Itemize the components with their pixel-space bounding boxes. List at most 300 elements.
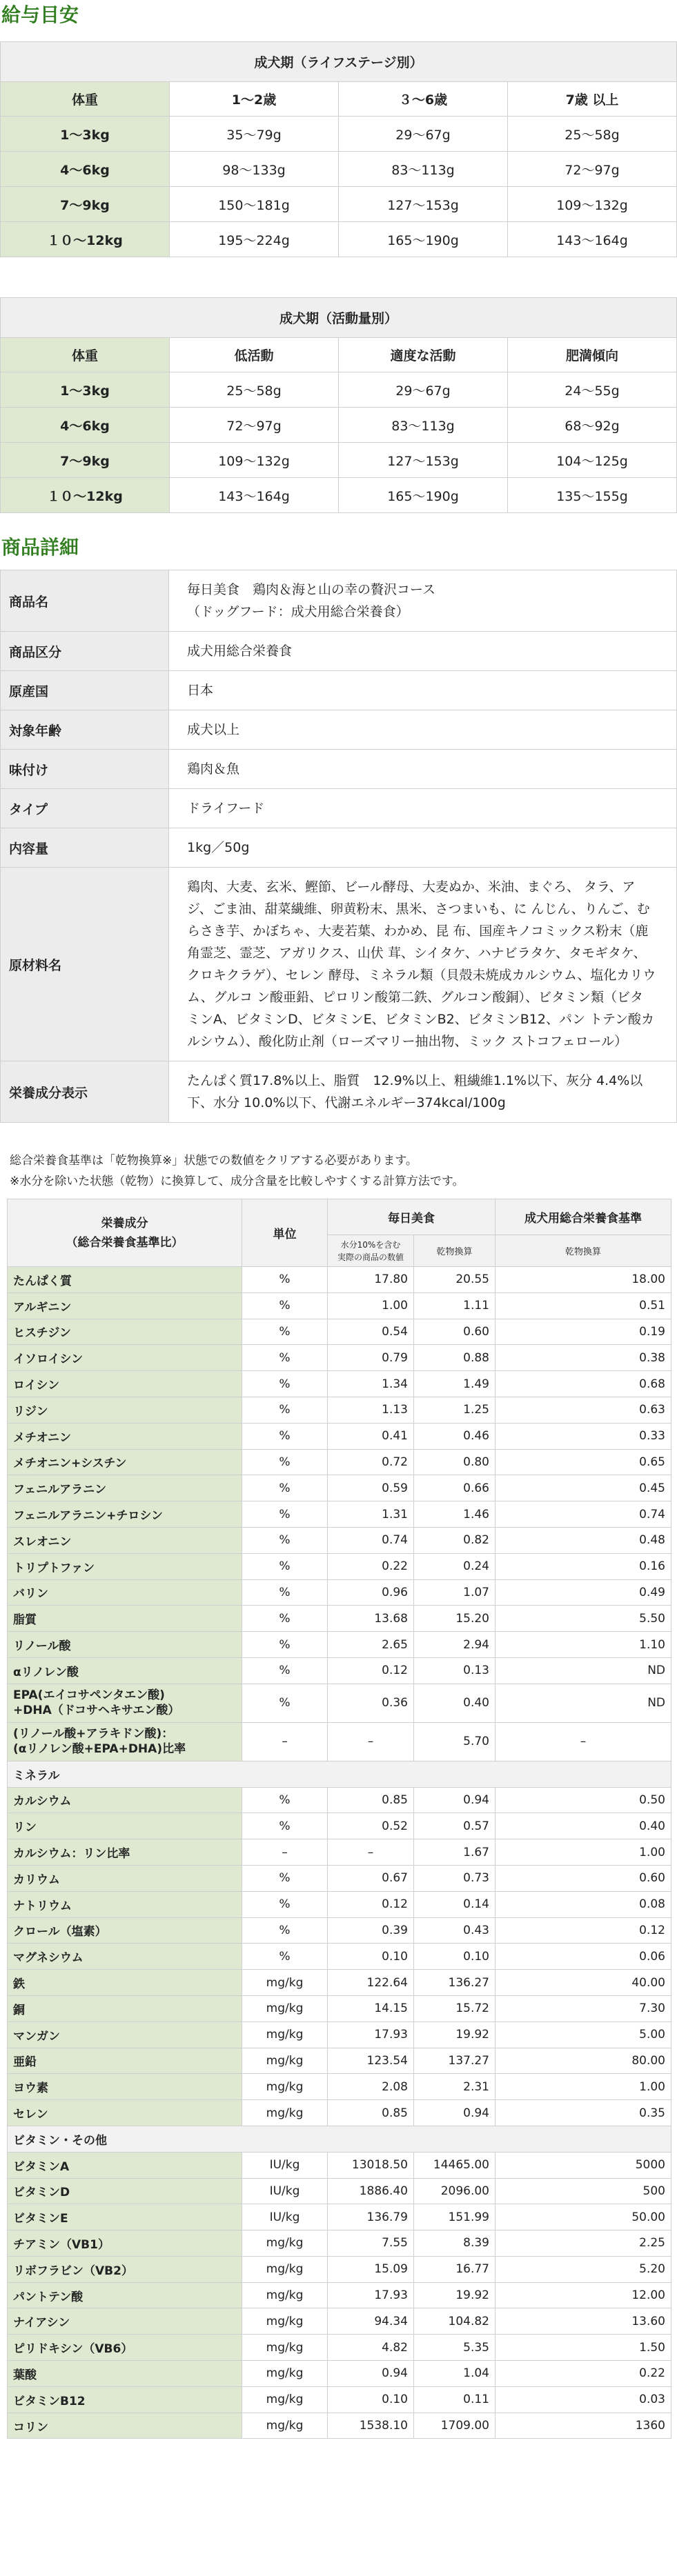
unit: %	[242, 1527, 328, 1553]
dry-value: 0.57	[414, 1813, 496, 1839]
actual-value: 0.85	[328, 1787, 414, 1813]
detail-value: 日本	[169, 671, 677, 710]
actual-value: 17.93	[328, 2021, 414, 2048]
standard-value: 1.10	[496, 1632, 671, 1658]
actual-value: 0.85	[328, 2100, 414, 2126]
dry-value: 137.27	[414, 2048, 496, 2074]
standard-value: 80.00	[496, 2048, 671, 2074]
column-header: 低活動	[170, 338, 339, 372]
unit: %	[242, 1606, 328, 1632]
nutrient-name: ビタミンE	[8, 2204, 242, 2230]
nutrition-row	[8, 2386, 671, 2413]
column-header: ３〜6歳	[339, 82, 508, 117]
unit: mg/kg	[242, 1995, 328, 2021]
nutrition-row	[8, 1475, 671, 1501]
standard-value: 18.00	[496, 1267, 671, 1293]
dry-value: 19.92	[414, 2021, 496, 2048]
nutrition-row	[8, 2413, 671, 2439]
detail-row	[1, 671, 677, 710]
nutrition-row	[8, 2282, 671, 2308]
unit: %	[242, 1813, 328, 1839]
dry-value: 0.46	[414, 1423, 496, 1449]
nutrition-row	[8, 2021, 671, 2048]
dry-value: 5.35	[414, 2335, 496, 2361]
unit: %	[242, 1449, 328, 1475]
nutrient-name: マグネシウム	[8, 1944, 242, 1970]
standard-value: 12.00	[496, 2282, 671, 2308]
row-header: 1〜3kg	[1, 117, 170, 152]
column-header: 1〜2歳	[170, 82, 339, 117]
column-header: 体重	[1, 338, 170, 372]
dry-value: 14465.00	[414, 2152, 496, 2178]
dry-value: 0.94	[414, 1787, 496, 1813]
nutrient-name: ヒスチジン	[8, 1319, 242, 1345]
unit: %	[242, 1787, 328, 1813]
actual-value: 0.67	[328, 1865, 414, 1891]
unit: %	[242, 1501, 328, 1528]
detail-key: 内容量	[1, 828, 169, 868]
actual-value: 0.96	[328, 1579, 414, 1606]
table-caption: 成犬期（活動量別）	[1, 298, 677, 338]
unit: mg/kg	[242, 2361, 328, 2387]
detail-key: 対象年齢	[1, 710, 169, 750]
nutrient-name: ロイシン	[8, 1371, 242, 1397]
standard-value: 0.08	[496, 1891, 671, 1917]
detail-value: 鶏肉＆魚	[169, 750, 677, 789]
actual-value: 0.10	[328, 1944, 414, 1970]
nutrition-row	[8, 1995, 671, 2021]
nutrient-name: リノール酸	[8, 1632, 242, 1658]
row-header: 4〜6kg	[1, 408, 170, 443]
standard-value: 0.40	[496, 1813, 671, 1839]
detail-key: タイプ	[1, 789, 169, 828]
nutrition-row	[8, 2361, 671, 2387]
actual-value: 7.55	[328, 2230, 414, 2257]
actual-value: 1.13	[328, 1397, 414, 1423]
nutrition-row	[8, 2308, 671, 2335]
feeding-section	[0, 0, 677, 513]
actual-value: 13.68	[328, 1606, 414, 1632]
unit: mg/kg	[242, 2308, 328, 2335]
table-cell: 150〜181g	[170, 187, 339, 222]
standard-value: 0.48	[496, 1527, 671, 1553]
nutrient-name: カリウム	[8, 1865, 242, 1891]
actual-value: 0.52	[328, 1813, 414, 1839]
dry-value: 2.31	[414, 2074, 496, 2100]
header-standard: 成犬用総合栄養食基準	[496, 1199, 671, 1235]
standard-value: 0.22	[496, 2361, 671, 2387]
detail-row	[1, 750, 677, 789]
actual-value: 0.74	[328, 1527, 414, 1553]
table-row	[1, 372, 677, 408]
details-section	[0, 532, 677, 1123]
actual-value: 14.15	[328, 1995, 414, 2021]
actual-value: 15.09	[328, 2256, 414, 2282]
dry-value: 1.07	[414, 1579, 496, 1606]
nutrition-row	[8, 2230, 671, 2257]
actual-value: 0.94	[328, 2361, 414, 2387]
nutrient-name: ビタミンB12	[8, 2386, 242, 2413]
column-header: 7歳 以上	[508, 82, 677, 117]
nutrient-name: カルシウム：リン比率	[8, 1839, 242, 1866]
detail-row	[1, 868, 677, 1061]
feeding-title: 給与目安	[1, 3, 79, 26]
nutrition-row	[8, 2256, 671, 2282]
nutrient-name: EPA(エイコサペンタエン酸) +DHA（ドコサヘキサエン酸）	[8, 1684, 242, 1722]
detail-value: 鶏肉、大麦、玄米、鰹節、ビール酵母、大麦ぬか、米油、まぐろ、 タラ、アジ、ごま油、甜菜繊維、卵黄粉末、黒米、さつまいも、に んじん、りんご、むらさき芋、かぼちゃ、大麦若葉、わかめ、昆 布、国産キノコミックス粉末（鹿角霊芝、霊芝、アガリクス、山伏 茸、シイタケ、ハナビラタケ、タモギタケ、クロキクラゲ）、セレン 酵母、ミネラル類（貝殻未焼成カルシウム、塩化カリウム、グルコ ン酸亜鉛、ピロリン酸第二鉄、グルコン酸銅）、ビタミン類（ビタ ミンA、ビタミンD、ビタミンE、ビタミンB2、ビタミンB12、パン トテン酸カルシウム）、酸化防止剤（ローズマリー抽出物、ミック ストコフェロール）	[169, 868, 677, 1061]
dry-value: 0.60	[414, 1319, 496, 1345]
nutrient-name: パントテン酸	[8, 2282, 242, 2308]
table-cell: 165〜190g	[339, 222, 508, 257]
dry-value: 0.10	[414, 1944, 496, 1970]
nutrient-name: ピリドキシン（VB6）	[8, 2335, 242, 2361]
nutrition-row	[8, 1944, 671, 1970]
dry-value: 15.72	[414, 1995, 496, 2021]
unit: mg/kg	[242, 2048, 328, 2074]
nutrition-row	[8, 1345, 671, 1371]
unit: %	[242, 1292, 328, 1319]
nutrition-row	[8, 1891, 671, 1917]
actual-value: 0.59	[328, 1475, 414, 1501]
dry-value: 20.55	[414, 1267, 496, 1293]
nutrition-table	[7, 1199, 671, 2439]
detail-value: 1kg／50g	[169, 828, 677, 868]
nutrient-name: コリン	[8, 2413, 242, 2439]
unit: mg/kg	[242, 2256, 328, 2282]
actual-value: 13018.50	[328, 2152, 414, 2178]
nutrition-row	[8, 2074, 671, 2100]
unit: –	[242, 1839, 328, 1866]
standard-value: 5.20	[496, 2256, 671, 2282]
header-brand: 毎日美食	[328, 1199, 496, 1235]
unit: %	[242, 1423, 328, 1449]
unit: IU/kg	[242, 2204, 328, 2230]
dry-value: 1.11	[414, 1292, 496, 1319]
nutrient-name: バリン	[8, 1579, 242, 1606]
standard-value: 0.65	[496, 1449, 671, 1475]
dry-value: 5.70	[414, 1722, 496, 1761]
unit: mg/kg	[242, 2413, 328, 2439]
unit: %	[242, 1397, 328, 1423]
nutrient-name: リボフラビン（VB2）	[8, 2256, 242, 2282]
detail-key: 商品区分	[1, 632, 169, 671]
standard-value: 0.33	[496, 1423, 671, 1449]
nutrition-row	[8, 1722, 671, 1761]
notes	[0, 1150, 677, 1192]
detail-key: 原材料名	[1, 868, 169, 1061]
unit: %	[242, 1319, 328, 1345]
standard-value: 40.00	[496, 1970, 671, 1996]
dry-value: 0.73	[414, 1865, 496, 1891]
standard-value: 0.63	[496, 1397, 671, 1423]
actual-value: 0.10	[328, 2386, 414, 2413]
detail-key: 商品名	[1, 570, 169, 632]
nutrient-name: チアミン（VB1）	[8, 2230, 242, 2257]
dry-value: 1709.00	[414, 2413, 496, 2439]
nutrition-row	[8, 2204, 671, 2230]
dry-value: 0.82	[414, 1527, 496, 1553]
actual-value: 123.54	[328, 2048, 414, 2074]
nutrition-row	[8, 1632, 671, 1658]
standard-value: 0.03	[496, 2386, 671, 2413]
nutrient-name: イソロイシン	[8, 1345, 242, 1371]
standard-value: 2.25	[496, 2230, 671, 2257]
nutrition-row	[8, 1527, 671, 1553]
dry-value: 2.94	[414, 1632, 496, 1658]
dry-value: 1.04	[414, 2361, 496, 2387]
column-header: 肥満傾向	[508, 338, 677, 372]
dry-value: 0.40	[414, 1684, 496, 1722]
dry-value: 0.66	[414, 1475, 496, 1501]
actual-value: 1.31	[328, 1501, 414, 1528]
standard-value: 5000	[496, 2152, 671, 2178]
nutrition-row	[8, 1606, 671, 1632]
unit: IU/kg	[242, 2152, 328, 2178]
table-row	[1, 187, 677, 222]
nutrition-row	[8, 2335, 671, 2361]
unit: %	[242, 1891, 328, 1917]
standard-value: 0.74	[496, 1501, 671, 1528]
table-cell: 83〜113g	[339, 408, 508, 443]
unit: %	[242, 1684, 328, 1722]
table-cell: 72〜97g	[508, 152, 677, 187]
table-cell: 25〜58g	[508, 117, 677, 152]
nutrient-name: ビタミンD	[8, 2178, 242, 2204]
row-header: １０〜12kg	[1, 478, 170, 513]
standard-value: 7.30	[496, 1995, 671, 2021]
nutrient-name: 亜鉛	[8, 2048, 242, 2074]
unit: mg/kg	[242, 2230, 328, 2257]
standard-value: 13.60	[496, 2308, 671, 2335]
actual-value: 0.12	[328, 1891, 414, 1917]
table-caption: 成犬期（ライフステージ別）	[1, 42, 677, 82]
actual-value: 1.00	[328, 1292, 414, 1319]
nutrition-row	[8, 1839, 671, 1866]
actual-value: 122.64	[328, 1970, 414, 1996]
nutrition-row	[8, 1970, 671, 1996]
unit: mg/kg	[242, 2335, 328, 2361]
group-header: ミネラル	[8, 1761, 671, 1787]
standard-value: 0.35	[496, 2100, 671, 2126]
table-cell: 98〜133g	[170, 152, 339, 187]
standard-value: 0.51	[496, 1292, 671, 1319]
nutrient-name: クロール（塩素）	[8, 1917, 242, 1944]
feeding-table-activity	[0, 297, 677, 513]
unit: %	[242, 1475, 328, 1501]
nutrient-name: アルギニン	[8, 1292, 242, 1319]
nutrient-name: ナイアシン	[8, 2308, 242, 2335]
standard-value: –	[496, 1722, 671, 1761]
dry-value: 1.25	[414, 1397, 496, 1423]
nutrient-name: カルシウム	[8, 1787, 242, 1813]
table-row	[1, 152, 677, 187]
detail-key: 原産国	[1, 671, 169, 710]
table-cell: 35〜79g	[170, 117, 339, 152]
standard-value: ND	[496, 1684, 671, 1722]
table-cell: 143〜164g	[508, 222, 677, 257]
unit: mg/kg	[242, 2074, 328, 2100]
column-header: 適度な活動	[339, 338, 508, 372]
table-row	[1, 478, 677, 513]
detail-key: 味付け	[1, 750, 169, 789]
detail-value: たんぱく質17.8%以上、脂質 12.9%以上、粗繊維1.1%以下、灰分 4.4%以下、水分 10.0%以下、代謝エネルギー374kcal/100g	[169, 1061, 677, 1123]
nutrient-name: リン	[8, 1813, 242, 1839]
dry-value: 0.94	[414, 2100, 496, 2126]
actual-value: 4.82	[328, 2335, 414, 2361]
nutrition-row	[8, 1657, 671, 1684]
actual-value: –	[328, 1839, 414, 1866]
unit: %	[242, 1553, 328, 1579]
dry-value: 0.88	[414, 1345, 496, 1371]
detail-value: ドライフード	[169, 789, 677, 828]
nutrient-name: メチオニン	[8, 1423, 242, 1449]
detail-row	[1, 789, 677, 828]
nutrition-row	[8, 1397, 671, 1423]
nutrient-name: 銅	[8, 1995, 242, 2021]
standard-value: 0.68	[496, 1371, 671, 1397]
standard-value: 1360	[496, 2413, 671, 2439]
standard-value: 0.45	[496, 1475, 671, 1501]
standard-value: 500	[496, 2178, 671, 2204]
unit: %	[242, 1917, 328, 1944]
standard-value: 0.60	[496, 1865, 671, 1891]
nutrition-row	[8, 1449, 671, 1475]
nutrition-row	[8, 1684, 671, 1722]
actual-value: 136.79	[328, 2204, 414, 2230]
nutrient-name: フェニルアラニン+チロシン	[8, 1501, 242, 1528]
nutrient-name: αリノレン酸	[8, 1657, 242, 1684]
standard-value: 1.00	[496, 2074, 671, 2100]
table-cell: 68〜92g	[508, 408, 677, 443]
standard-value: ND	[496, 1657, 671, 1684]
detail-row	[1, 570, 677, 632]
standard-value: 0.16	[496, 1553, 671, 1579]
table-cell: 109〜132g	[508, 187, 677, 222]
actual-value: 0.79	[328, 1345, 414, 1371]
nutrition-row	[8, 1813, 671, 1839]
dry-value: 2096.00	[414, 2178, 496, 2204]
table-row	[1, 408, 677, 443]
nutrition-row	[8, 2152, 671, 2178]
table-cell: 29〜67g	[339, 117, 508, 152]
nutrient-name: リジン	[8, 1397, 242, 1423]
nutrition-row	[8, 1553, 671, 1579]
table-cell: 25〜58g	[170, 372, 339, 408]
unit: %	[242, 1371, 328, 1397]
table-cell: 24〜55g	[508, 372, 677, 408]
detail-row	[1, 710, 677, 750]
nutrition-row	[8, 1267, 671, 1293]
detail-value: 成犬用総合栄養食	[169, 632, 677, 671]
unit: IU/kg	[242, 2178, 328, 2204]
nutrient-name: メチオニン+シスチン	[8, 1449, 242, 1475]
dry-value: 1.46	[414, 1501, 496, 1528]
actual-value: 1.34	[328, 1371, 414, 1397]
nutrition-row	[8, 1579, 671, 1606]
row-header: 7〜9kg	[1, 443, 170, 478]
actual-value: 0.36	[328, 1684, 414, 1722]
nutrient-name: 鉄	[8, 1970, 242, 1996]
standard-value: 5.50	[496, 1606, 671, 1632]
actual-value: 17.80	[328, 1267, 414, 1293]
unit: mg/kg	[242, 2100, 328, 2126]
dry-value: 0.43	[414, 1917, 496, 1944]
dry-value: 1.67	[414, 1839, 496, 1866]
dry-value: 0.24	[414, 1553, 496, 1579]
unit: mg/kg	[242, 2282, 328, 2308]
detail-row	[1, 828, 677, 868]
dry-value: 136.27	[414, 1970, 496, 1996]
unit: %	[242, 1345, 328, 1371]
actual-value: 1538.10	[328, 2413, 414, 2439]
note-line: ※水分を除いた状態（乾物）に換算して、成分含量を比較しやすくする計算方法です。	[10, 1175, 464, 1188]
table-cell: 127〜153g	[339, 187, 508, 222]
header-dry: 乾物換算	[414, 1235, 496, 1267]
dry-value: 0.13	[414, 1657, 496, 1684]
nutrition-row	[8, 1787, 671, 1813]
nutrient-name: フェニルアラニン	[8, 1475, 242, 1501]
standard-value: 0.19	[496, 1319, 671, 1345]
dry-value: 8.39	[414, 2230, 496, 2257]
note-line: 総合栄養食基準は「乾物換算※」状態での数値をクリアする必要があります。	[10, 1154, 418, 1168]
unit: –	[242, 1722, 328, 1761]
dry-value: 104.82	[414, 2308, 496, 2335]
dry-value: 0.14	[414, 1891, 496, 1917]
nutrition-row	[8, 2100, 671, 2126]
row-header: 4〜6kg	[1, 152, 170, 187]
column-header: 体重	[1, 82, 170, 117]
standard-value: 0.38	[496, 1345, 671, 1371]
dry-value: 19.92	[414, 2282, 496, 2308]
actual-value: 0.12	[328, 1657, 414, 1684]
details-title: 商品詳細	[1, 536, 79, 559]
nutrient-name: たんぱく質	[8, 1267, 242, 1293]
nutrition-row	[8, 1761, 671, 1787]
actual-value: 17.93	[328, 2282, 414, 2308]
unit: %	[242, 1944, 328, 1970]
nutrition-row	[8, 1917, 671, 1944]
details-table	[0, 570, 677, 1123]
standard-value: 5.00	[496, 2021, 671, 2048]
table-cell: 29〜67g	[339, 372, 508, 408]
nutrient-name: ヨウ素	[8, 2074, 242, 2100]
standard-value: 0.49	[496, 1579, 671, 1606]
unit: %	[242, 1865, 328, 1891]
nutrition-row	[8, 2048, 671, 2074]
unit: mg/kg	[242, 2021, 328, 2048]
nutrient-name: ナトリウム	[8, 1891, 242, 1917]
standard-value: 0.06	[496, 1944, 671, 1970]
nutrient-name: マンガン	[8, 2021, 242, 2048]
table-cell: 195〜224g	[170, 222, 339, 257]
table-cell: 135〜155g	[508, 478, 677, 513]
nutrient-name: 葉酸	[8, 2361, 242, 2387]
standard-value: 0.50	[496, 1787, 671, 1813]
nutrition-row	[8, 1292, 671, 1319]
detail-row	[1, 1061, 677, 1123]
row-header: 1〜3kg	[1, 372, 170, 408]
nutrient-name: (リノール酸+アラキドン酸)： (αリノレン酸+EPA+DHA)比率	[8, 1722, 242, 1761]
row-header: １０〜12kg	[1, 222, 170, 257]
unit: %	[242, 1579, 328, 1606]
nutrient-name: ビタミンA	[8, 2152, 242, 2178]
table-row	[1, 117, 677, 152]
nutrient-name: トリプトファン	[8, 1553, 242, 1579]
header-label: 栄養成分 （総合栄養食基準比）	[8, 1199, 242, 1267]
table-row	[1, 222, 677, 257]
header-unit: 単位	[242, 1199, 328, 1267]
actual-value: 0.72	[328, 1449, 414, 1475]
